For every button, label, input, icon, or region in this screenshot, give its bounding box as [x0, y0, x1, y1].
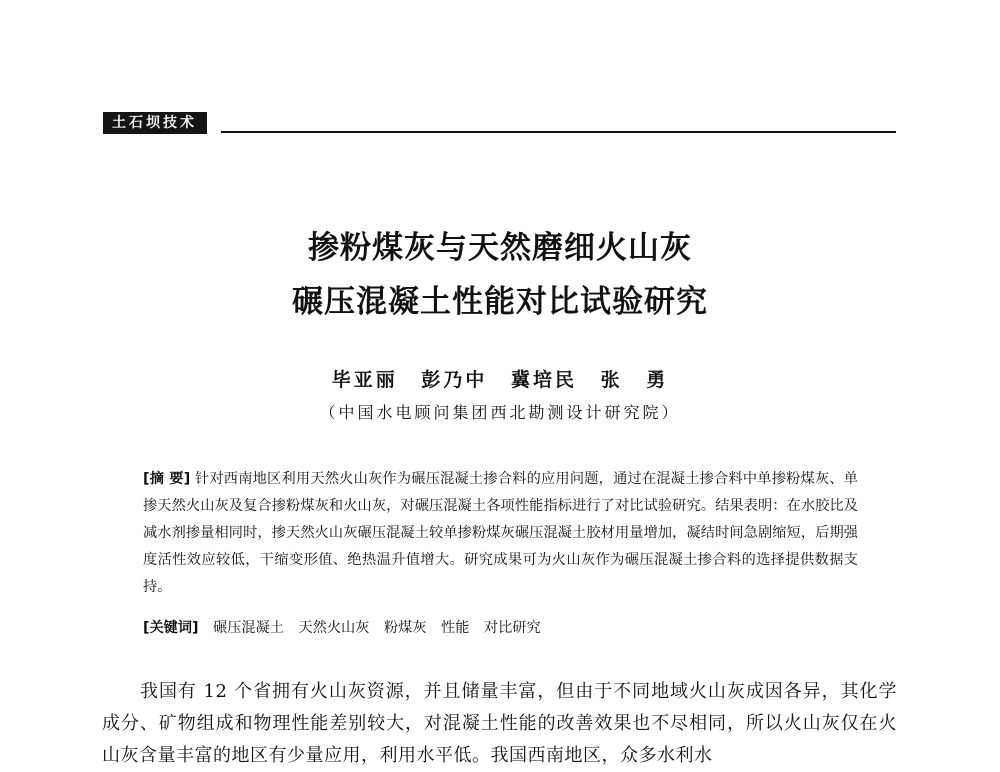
author-affiliation: （中国水电顾问集团西北勘测设计研究院）: [319, 403, 681, 422]
keywords: [143, 617, 858, 639]
body-paragraph: 我国有 12 个省拥有火山灰资源，并且储量丰富，但由于不同地域火山灰成因各异，其化学成分、矿物组成和物理性能差别较大，对混凝土性能的改善效果也不尽相同，所以火山灰仅在火山灰含量丰富的地区有少量应用，利用水平低。我国西南地区，众多水利水: [102, 681, 897, 766]
section-header: [103, 112, 896, 134]
keywords-label: [关键词]: [143, 620, 199, 636]
abstract: [143, 466, 858, 601]
section-divider: [221, 131, 896, 133]
abstract-text: 针对西南地区利用天然火山灰作为碾压混凝土掺合料的应用问题，通过在混凝土掺合料中单掺粉煤灰、单掺天然火山灰及复合掺粉煤灰和火山灰，对碾压混凝土各项性能指标进行了对比试验研究。结果表明：在水胶比及减水剂掺量相同时，掺天然火山灰碾压混凝土较单掺粉煤灰碾压混凝土胶材用量增加，凝结时间急剧缩短，后期强度活性效应较低，干缩变形值、绝热温升值增大。研究成果可为火山灰作为碾压混凝土掺合料的选择提供数据支持。: [143, 471, 858, 595]
abstract-label: [摘 要]: [143, 471, 191, 487]
keywords-list: 碾压混凝土 天然火山灰 粉煤灰 性能 对比研究: [213, 620, 541, 636]
section-tag: 土石坝技术: [103, 112, 207, 134]
paper-title-line-1: 掺粉煤灰与天然磨细火山灰: [308, 230, 692, 266]
author-list: 毕亚丽 彭乃中 冀培民 张 勇: [331, 369, 669, 391]
paper-title-line-2: 碾压混凝土性能对比试验研究: [292, 284, 708, 320]
